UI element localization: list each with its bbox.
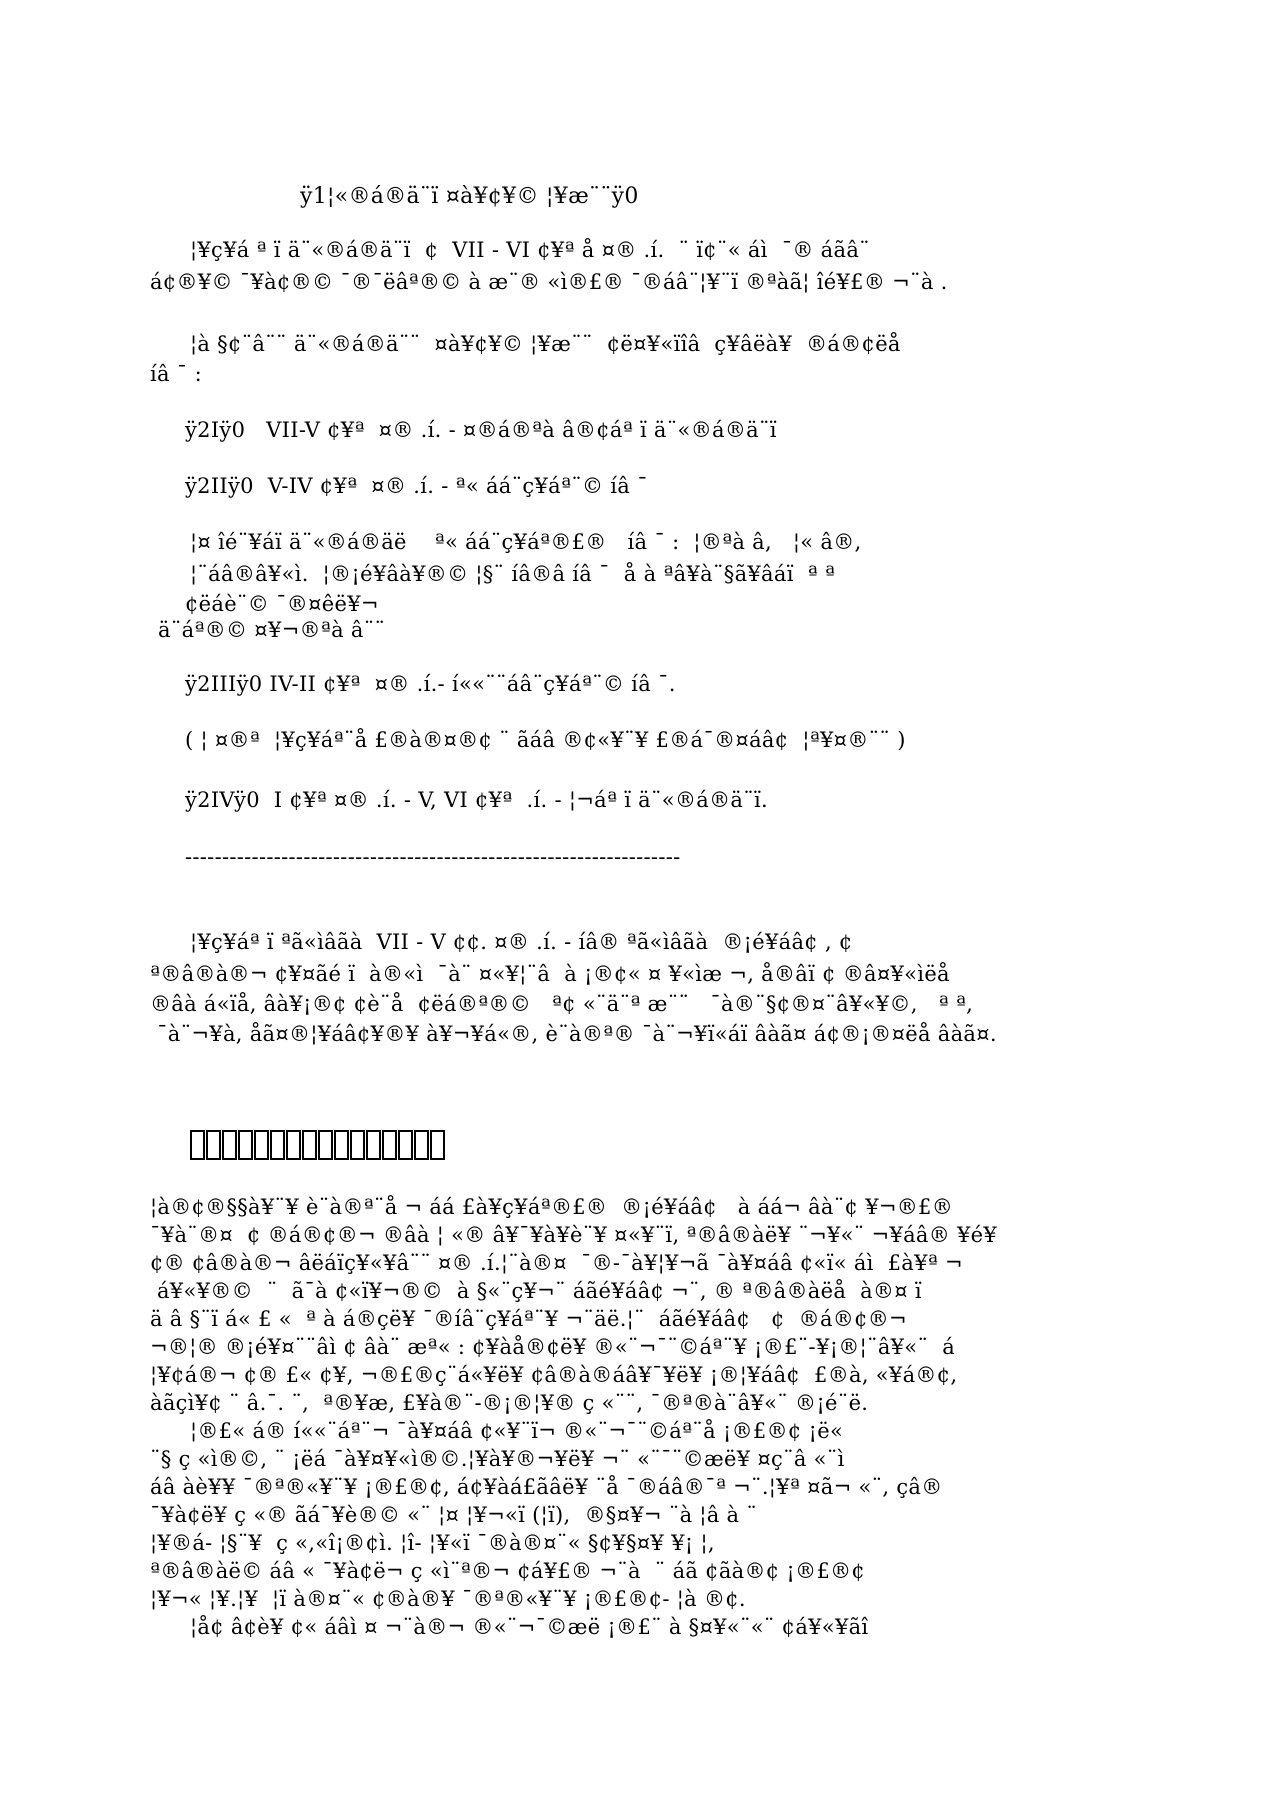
- paragraph-line: ¯¥à¢ë¥ ç «® ãá¯¥è®© «¨ ¦¤ ¦¥¬«ï (¦ï), ®§¤¥¬ ¨à ¦â à ¨: [150, 1503, 758, 1527]
- stage-line: ÿ2IIIÿ0 IV-II ¢¥ª ¤® .í.- í««¨¨áâ¨ç¥áª¨© íâ ¯.: [185, 672, 676, 696]
- missing-glyph-box: [302, 1130, 317, 1160]
- paragraph-line: ¯à¨¬¥à, åã¤®¦¥áâ¢¥®¥ à¥¬¥á«®, è¨à®ª® ¯à¨¬¥ï«áï âàã¤ á¢®¡®¤ëå âàã¤.: [150, 1022, 997, 1046]
- paragraph-line: áâ àè¥¥ ¯®ª®«¥¨¥ ¡®£®¢, á¢¥àá£ãâë¥ ¨å ¯®áâ®¯ª ¬¨.¦¥ª ¤ã¬ «¨, çâ®: [150, 1475, 943, 1499]
- missing-glyph-box: [254, 1130, 269, 1160]
- paragraph-line: ¦¥ç¥á ª ï ä¨«®á®ä¨ï ¢ VII - VI ¢¥ª å ¤® .í. ¨ ï¢¨« áì ¯® áãâ¨: [190, 238, 870, 262]
- paragraph-line: íâ ¯ :: [150, 362, 202, 386]
- paragraph-line: á¥«¥®© ¨ ã¯à ¢«ï¥¬®© à §«¨ç¥¬¨ áãé¥áâ¢ ¬¨, ® ª®â®àëå à®¤ ï: [150, 1279, 922, 1303]
- paragraph-line: àãçì¥¢ ¨ â.¯. ¨, ª®¥æ, £¥à®¨-®¡®¦¥® ç «¨¨, ¯®ª®à¨â¥«¨ ®¡é¨ë.: [150, 1391, 869, 1415]
- missing-glyph-box: [430, 1130, 445, 1160]
- missing-glyph-box: [222, 1130, 237, 1160]
- section-heading-glyphs: [190, 1130, 446, 1160]
- paragraph-line: ¦à®¢®§§à¥¨¥ è¨à®ª¨å ¬ áá £à¥ç¥áª®£® ®¡é¥áâ¢ à áá¬ âà¨¢ ¥¬®£®: [150, 1195, 954, 1219]
- paragraph-line: ¦¥ç¥áª ï ªã«ìâãà VII - V ¢¢. ¤® .í. - íâ® ªã«ìâãà ®¡é¥áâ¢ , ¢: [190, 930, 853, 954]
- missing-glyph-box: [350, 1130, 365, 1160]
- paragraph-line: ¦¨áâ®â¥«ì. ¦®¡é¥âà¥®© ¦§¨ íâ®â íâ ¯ å à ªâ¥à¨§ã¥âáï ª ª: [190, 562, 836, 586]
- missing-glyph-box: [238, 1130, 253, 1160]
- paragraph-line: ¨§ ç «ì®©, ¨ ¡ëá ¯à¥¤¥«ì®©.¦¥à¥®¬¥ë¥ ¬¨ «¨¯¨©æë¥ ¤ç¨â «¨ì: [150, 1447, 845, 1471]
- missing-glyph-box: [206, 1130, 221, 1160]
- missing-glyph-box: [190, 1130, 205, 1160]
- paragraph-line: ¦¤ îé¨¥áï ä¨«®á®äë ª« áá¨ç¥áª®£® íâ ¯ : ¦®ªà â, ¦« â®,: [190, 530, 862, 554]
- paragraph-line: ª®â®àë© áâ « ¯¥à¢ë¬ ç «ì¨ª®¬ ¢á¥£® ¬¨à ¨ áã ¢ãà®¢ ¡®£®¢: [150, 1559, 866, 1583]
- stage-note: ( ¦ ¤®ª ¦¥ç¥áª¨å £®à®¤®¢ ¨ ãáâ ®¢«¥¨¥ £®á¯®¤áâ¢ ¦ª¥¤®¨¨ ): [185, 728, 906, 752]
- missing-glyph-box: [398, 1130, 413, 1160]
- missing-glyph-box: [366, 1130, 381, 1160]
- document-heading: ÿ1¦«®á®ä¨ï ¤à¥¢¥© ¦¥æ¨¨ÿ0: [300, 185, 639, 209]
- missing-glyph-box: [318, 1130, 333, 1160]
- paragraph-line: ¦¥¬« ¦¥.¦¥ ¦ï à®¤¨« ¢®à®¥ ¯®ª®«¥¨¥ ¡®£®¢- ¦à ®¢.: [150, 1587, 746, 1611]
- divider-line: -------------------------------------------------------------------: [185, 845, 681, 869]
- paragraph-line: ª®â®à®¬ ¢¥¤ãé ï à®«ì ¯à¨ ¤«¥¦¨â à ¡®¢« ¤ ¥«ìæ ¬, å®âï ¢ ®â¤¥«ìëå: [150, 962, 950, 986]
- paragraph-line: ä â §¨ï á« £ « ª à á®çë¥ ¯®íâ¨ç¥áª¨¥ ¬¨äë.¦¨ áãé¥áâ¢ ¢ ®á®¢®¬: [150, 1307, 907, 1331]
- paragraph-line: ¢® ¢â®à®¬ âëáïç¥«¥â¨¨ ¤® .í.¦¨à®¤ ¯®-¯à¥¦¥¬ã ¯à¥¤áâ ¢«ï« áì £à¥ª ¬: [150, 1251, 963, 1275]
- missing-glyph-box: [382, 1130, 397, 1160]
- missing-glyph-box: [414, 1130, 429, 1160]
- paragraph-line: ¦å¢ â¢è¥ ¢« áâì ¤ ¬¨à®¬ ®«¨¬¯©æë ¡®£¨ à §¤¥«¨«¨ ¢á¥«¥ãî: [190, 1615, 869, 1639]
- paragraph-line: ¯¥à¨®¤ ¢ ®á®¢®¬ ®âà ¦ «® â¥¯¥à¥è¨¥ ¤«¥¨ï, ª®â®àë¥ ¨¬¥«¨ ¬¥áâ® ¥é¥: [150, 1223, 998, 1247]
- paragraph-line: ¦¥®á- ¦§¨¥ ç «,«î¡®¢ì. ¦î- ¦¥«ï ¯®à®¤¨« §¢¥§¤¥ ¥¡ ¦,: [150, 1531, 715, 1555]
- missing-glyph-box: [334, 1130, 349, 1160]
- paragraph-line: ¦¥¢á®¬ ¢® £« ¢¥, ¬®£®ç¨á«¥ë¥ ¢â®à®áâ¥¯¥ë¥ ¡®¦¥áâ¢ £®à, «¥á®¢,: [150, 1363, 958, 1387]
- paragraph-line: á¢®¥© ¯¥à¢®© ¯®¯ëâª®© à æ¨® «ì®£® ¯®áâ¨¦¥¨ï ®ªàã¦ îé¥£® ¬¨à .: [150, 270, 948, 294]
- missing-glyph-box: [270, 1130, 285, 1160]
- paragraph-line: ¦®£« á® í««¨áª¨¬ ¯à¥¤áâ ¢«¥¨ï¬ ®«¨¬¯¨©áª¨å ¡®£®¢ ¡ë«: [190, 1419, 844, 1443]
- stage-line: ÿ2Iÿ0 VII-V ¢¥ª ¤® .í. - ¤®á®ªà â®¢áª ï ä¨«®á®ä¨ï: [185, 418, 777, 442]
- paragraph-line: ¢ëáè¨© ¯®¤êë¥¬: [185, 592, 379, 616]
- paragraph-line: ¬®¦® ®¡é¥¤¨¨âì ¢ âà¨ æª« : ¢¥àå®¢ë¥ ®«¨¬¯¨©áª¨¥ ¡®£¨-¥¡®¦¨â¥«¨ á: [150, 1335, 956, 1359]
- stage-line: ÿ2IVÿ0 I ¢¥ª ¤® .í. - V, VI ¢¥ª .í. - ¦¬áª ï ä¨«®á®ä¨ï.: [185, 788, 768, 812]
- missing-glyph-box: [286, 1130, 301, 1160]
- paragraph-line: ¦à §¢¨â¨¨ ä¨«®á®ä¨¨ ¤à¥¢¥© ¦¥æ¨¨ ¢ë¤¥«ïîâ ç¥âëà¥ ®á®¢ëå: [190, 332, 901, 356]
- stage-line: ÿ2IIÿ0 V-IV ¢¥ª ¤® .í. - ª« áá¨ç¥áª¨© íâ ¯: [185, 474, 648, 498]
- paragraph-line: ®âà á«ïå, âà¥¡®¢ ¢è¨å ¢ëá®ª®© ª¢ «¨ä¨ª æ¨¨ ¯à®¨§¢®¤¨â¥«¥©, ª ª,: [150, 992, 974, 1016]
- paragraph-line: ä¨áª®© ¤¥¬®ªà â¨¨: [158, 618, 386, 642]
